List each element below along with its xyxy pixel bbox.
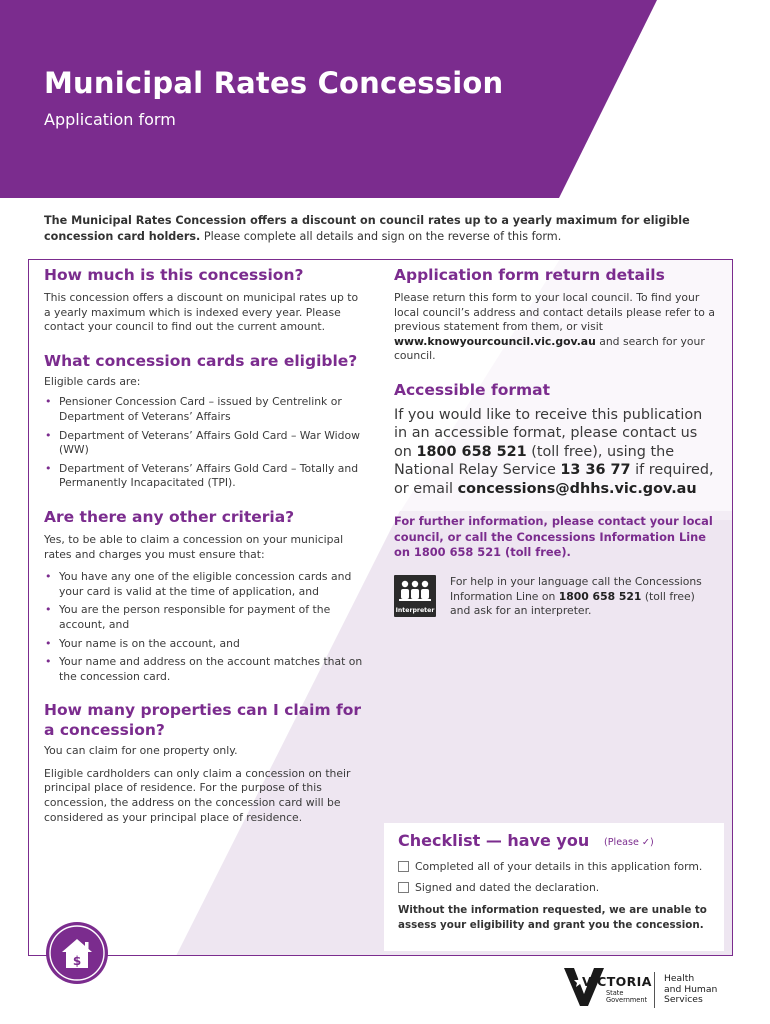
knowyourcouncil-link[interactable]: www.knowyourcouncil.vic.gov.au [394, 334, 596, 348]
checklist-warning: Without the information requested, we are unable to assess your eligibility and grant you the concession. [398, 904, 707, 931]
govt-line-1: State [606, 989, 624, 997]
intro-normal: Please complete all details and sign on the reverse of this form. [200, 230, 562, 243]
criteria-list [44, 570, 366, 684]
checklist-item-label: Completed all of your details in this application form. [415, 860, 703, 873]
interpreter-icon-label: Interpreter [395, 606, 435, 614]
how-much-body: This concession offers a discount on municipal rates up to a yearly maximum which is indexed every year. Please contact your council to find out the current amount. [44, 291, 359, 334]
interpreter-text-2: (toll free) and ask for an interpreter. [450, 589, 695, 618]
logo-divider [654, 972, 655, 1008]
list-item: • You have any one of the eligible concession cards and your card is valid at the time of application, and [44, 570, 366, 599]
checklist-item[interactable] [398, 881, 599, 894]
accessible-text-2: (toll free), using the National Relay Service [394, 443, 675, 479]
dept-line-2: and Human [664, 983, 718, 995]
interpreter-icon [394, 575, 436, 617]
list-item: • You are the person responsible for payment of the account, and [44, 603, 366, 632]
state-government-text [606, 990, 647, 1005]
house-dollar-badge [44, 920, 110, 986]
list-item: • Department of Veterans’ Affairs Gold Card – Totally and Permanently Incapacitated (TPI). [44, 462, 366, 491]
list-item: • Your name is on the account, and [44, 637, 366, 652]
intro-bold: The Municipal Rates Concession offers a discount on council rates up to a yearly maximum for eligible concession card holders. [44, 214, 690, 243]
accessible-body [394, 406, 716, 499]
checklist-item[interactable] [398, 860, 702, 873]
return-body [394, 291, 716, 364]
checklist-please: (Please ✓) [604, 837, 654, 848]
govt-line-2: Government [606, 996, 648, 1005]
right-column [394, 265, 716, 619]
interpreter-text [450, 575, 716, 619]
further-info: For further information, please contact your local council, or call the Concessions Information Line on 1800 658 521 (toll free). [394, 514, 713, 560]
cards-heading: What concession cards are eligible? [44, 351, 358, 370]
checkbox-completed-details[interactable] [398, 861, 409, 872]
properties-heading: How many properties can I claim for a concession? [44, 701, 362, 740]
victoria-wordmark: VICTORIA [582, 974, 652, 989]
list-item: • Your name and address on the account matches that on the concession card. [44, 655, 366, 684]
checkbox-signed-declaration[interactable] [398, 882, 409, 893]
interpreter-text-1: For help in your language call the Concessions Information Line on [450, 574, 702, 603]
page-subtitle: Application form [44, 110, 176, 129]
dollar-symbol: $ [72, 954, 82, 968]
department-name [664, 974, 717, 1006]
interpreter-figures [394, 575, 436, 609]
accessible-phone: 1800 658 521 [416, 443, 527, 460]
properties-p2: Eligible cardholders can only claim a concession on their principal place of residence. For the purpose of this concession, the address on the concession card will be considered as your principal place of residence. [44, 766, 351, 824]
checklist-item-label: Signed and dated the declaration. [415, 881, 600, 894]
list-item: • Department of Veterans’ Affairs Gold Card – War Widow (WW) [44, 429, 366, 458]
interpreter-phone: 1800 658 521 [558, 589, 642, 603]
cards-intro: Eligible cards are: [44, 374, 141, 388]
accessible-text-1: If you would like to receive this publication in an accessible format, please contact us on [394, 406, 703, 460]
properties-p1: You can claim for one property only. [44, 744, 238, 758]
how-much-heading: How much is this concession? [44, 266, 304, 284]
criteria-heading: Are there any other criteria? [44, 507, 295, 526]
dept-line-3: Services [664, 994, 703, 1006]
interpreter-row [394, 575, 716, 619]
dept-line-1: Health [664, 973, 695, 984]
accessible-nrs: 13 36 77 [560, 462, 631, 479]
cards-list [44, 395, 366, 491]
return-heading: Application form return details [394, 266, 665, 284]
accessible-text-3: if required, or email [394, 462, 714, 497]
intro-text [44, 213, 734, 245]
checklist-heading: Checklist — have you [398, 831, 590, 850]
return-body-text: Please return this form to your local council. To find your local council’s address and contact details please refer to a previous statement from them, or visit [394, 291, 715, 334]
criteria-intro: Yes, to be able to claim a concession on your municipal rates and charges you must ensure that: [44, 532, 344, 561]
concessions-email-link[interactable]: concessions@dhhs.vic.gov.au [457, 480, 697, 497]
house-dollar-icon [44, 920, 110, 986]
left-column [44, 265, 366, 825]
list-item: • Pensioner Concession Card – issued by Centrelink or Department of Veterans’ Affairs [44, 395, 366, 424]
return-body-tail: and search for your council. [394, 334, 705, 363]
checklist-box [384, 823, 724, 951]
page-title: Municipal Rates Concession [44, 66, 504, 100]
victoria-government-logo [562, 962, 742, 1010]
accessible-heading: Accessible format [394, 380, 551, 399]
